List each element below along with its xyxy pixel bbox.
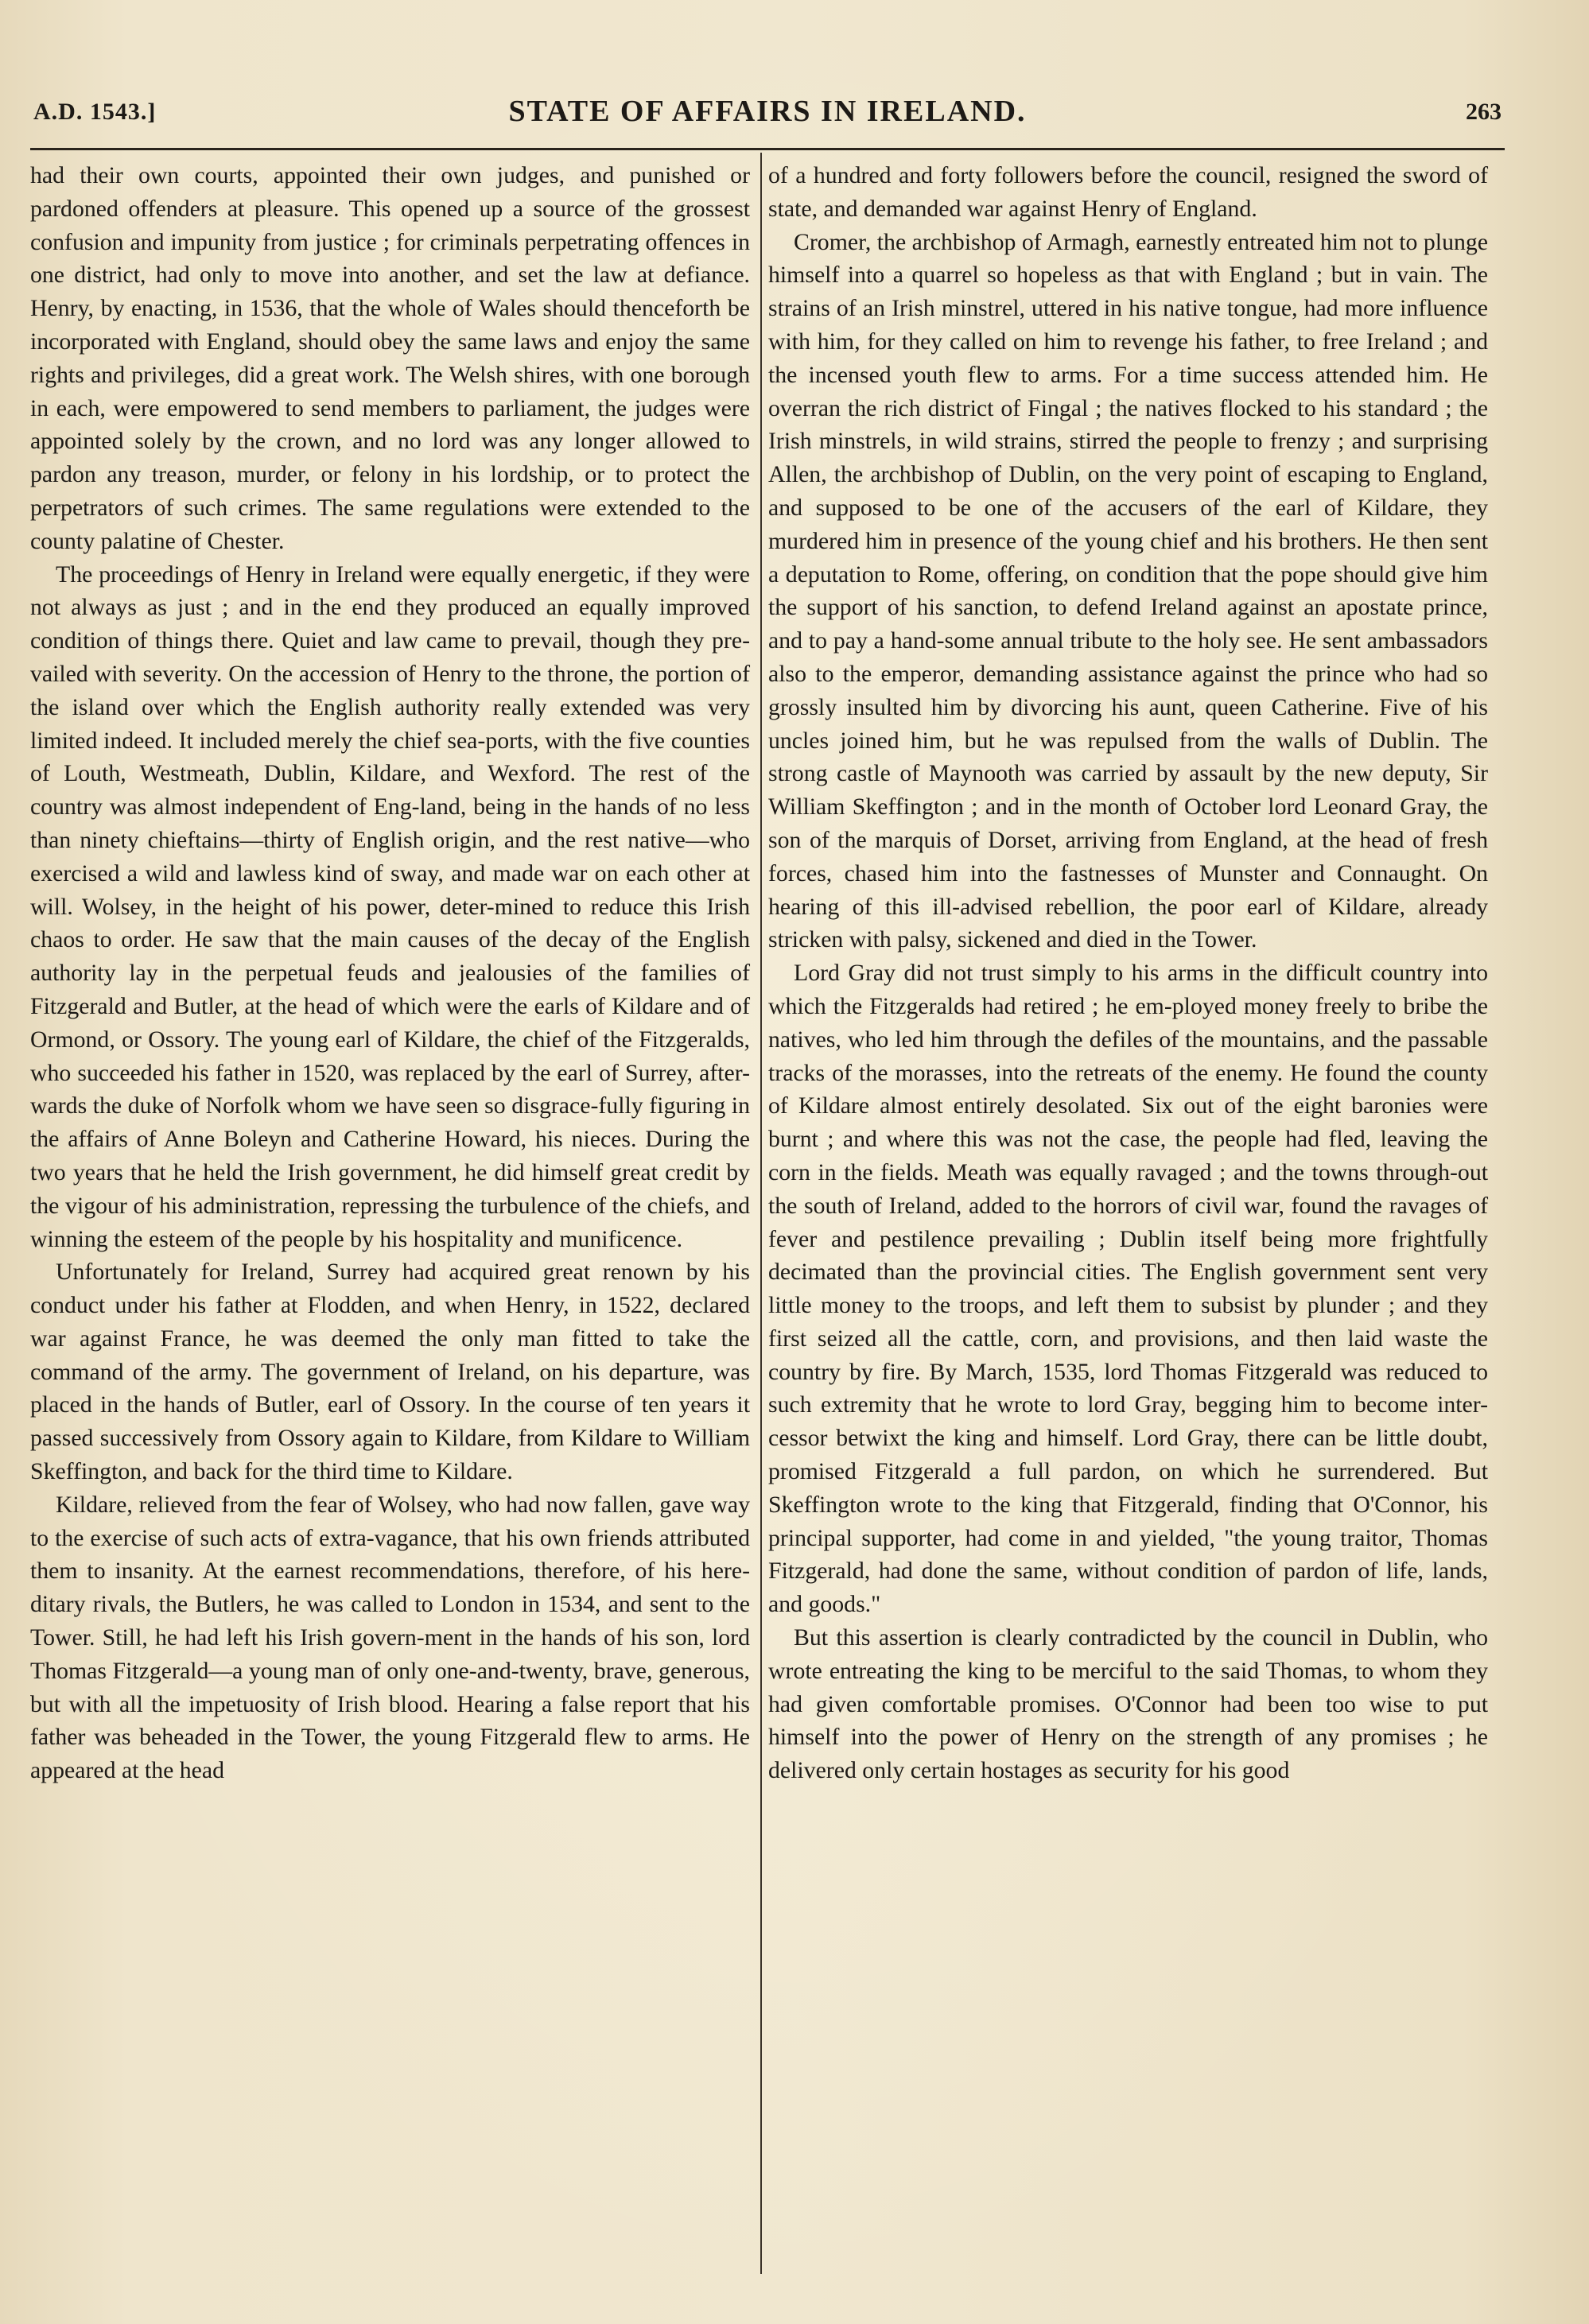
left-column — [30, 159, 750, 1787]
running-header — [33, 94, 1502, 132]
right-column — [768, 159, 1488, 1787]
paragraph: The proceedings of Henry in Ireland were equally energetic, if they were not always as just ; and in the end they produced an equally improved condition of things there. Quiet and law came to prevail, though they pre-vailed with severity. On the accession of Henry to the throne, the portion of the island over which the English authority really extended was very limited indeed. It included merely the chief sea-ports, with the five counties of Louth, Westmeath, Dublin, Kildare, and Wexford. The rest of the country was almost independent of Eng-land, being in the hands of no less than ninety chieftains—thirty of English origin, and the rest native—who exercised a wild and lawless kind of sway, and made war on each other at will. Wolsey, in the height of his power, deter-mined to reduce this Irish chaos to order. He saw that the main causes of the decay of the English authority lay in the perpetual feuds and jealousies of the families of Fitzgerald and Butler, at the head of which were the earls of Kildare and of Ormond, or Ossory. The young earl of Kildare, the chief of the Fitzgeralds, who succeeded his father in 1520, was replaced by the earl of Surrey, after-wards the duke of Norfolk whom we have seen so disgrace-fully figuring in the affairs of Anne Boleyn and Catherine Howard, his nieces. During the two years that he held the Irish government, he did himself great credit by the vigour of his administration, repressing the turbulence of the chiefs, and winning the esteem of the people by his hospitality and munificence. — [30, 561, 750, 1252]
paragraph: had their own courts, appointed their own judges, and punished or pardoned offenders at pleasure. This opened up a source of the grossest confusion and impunity from justice ; for criminals perpetrating offences in one district, had only to move into another, and set the law at defiance. Henry, by enacting, in 1536, that the whole of Wales should thenceforth be incorporated with England, should obey the same laws and enjoy the same rights and privileges, did a great work. The Welsh shires, with one borough in each, were empowered to send members to parliament, the judges were appointed solely by the crown, and no lord was any longer allowed to pardon any treason, murder, or felony in his lordship, or to protect the perpetrators of such crimes. The same regulations were extended to the county palatine of Chester. — [30, 162, 750, 554]
paragraph: Cromer, the archbishop of Armagh, earnestly entreated him not to plunge himself into a quarrel so hopeless as that with England ; but in vain. The strains of an Irish minstrel, uttered in his native tongue, had more influence with him, for they called on him to revenge his father, to free Ireland ; and the incensed youth flew to arms. For a time success attended him. He overran the rich district of Fingal ; the natives flocked to his standard ; the Irish minstrels, in wild strains, stirred the people to frenzy ; and surprising Allen, the archbishop of Dublin, on the very point of escaping to England, and supposed to be one of the accusers of the earl of Kildare, they murdered him in presence of the young chief and his brothers. He then sent a deputation to Rome, offering, on condition that the pope should give him the support of his sanction, to defend Ireland against an apostate prince, and to pay a hand-some annual tribute to the holy see. He sent ambassadors also to the emperor, demanding assistance against the prince who had so grossly insulted him by divorcing his aunt, queen Catherine. Five of his uncles joined him, but he was repulsed from the walls of Dublin. The strong castle of Maynooth was carried by assault by the new deputy, Sir William Skeffington ; and in the month of October lord Leonard Gray, the son of the marquis of Dorset, arriving from England, at the head of fresh forces, chased him into the fastnesses of Munster and Connaught. On hearing of this ill-advised rebellion, the poor earl of Kildare, already stricken with palsy, sickened and died in the Tower. — [768, 228, 1488, 953]
paragraph: Kildare, relieved from the fear of Wolsey, who had now fallen, gave way to the exercise of such acts of extra-vagance, that his own friends attributed them to insanity. At the earnest recommendations, therefore, of his here-ditary rivals, the Butlers, he was called to London in 1534, and sent to the Tower. Still, he had left his Irish govern-ment in the hands of his son, lord Thomas Fitzgerald—a young man of only one-and-twenty, brave, generous, but with all the impetuosity of Irish blood. Hearing a false report that his father was beheaded in the Tower, the young Fitzgerald flew to arms. He appeared at the head — [30, 1491, 750, 1784]
paragraph: Unfortunately for Ireland, Surrey had acquired great renown by his conduct under his father at Flodden, and when Henry, in 1522, declared war against France, he was deemed the only man fitted to take the command of the army. The government of Ireland, on his departure, was placed in the hands of Butler, earl of Ossory. In the course of ten years it passed successively from Ossory again to Kildare, from Kildare to William Skeffington, and back for the third time to Kildare. — [30, 1259, 750, 1485]
paragraph: But this assertion is clearly contradicted by the council in Dublin, who wrote entreating the king to be merciful to the said Thomas, to whom they had given comfortable promises. O'Connor had been too wise to put himself into the power of Henry on the strength of any promises ; he delivered only certain hostages as security for his good — [768, 1624, 1488, 1784]
page-number: 263 — [1466, 99, 1502, 125]
header-date: A.D. 1543.] — [33, 99, 157, 125]
page-title: STATE OF AFFAIRS IN IRELAND. — [508, 95, 1027, 128]
paragraph: Lord Gray did not trust simply to his arms in the difficult country into which the Fitzgeralds had retired ; he em-ployed money freely to bribe the natives, who led him through the defiles of the mountains, and the passable tracks of the morasses, into the retreats of the enemy. He found the county of Kildare almost entirely desolated. Six out of the eight baronies were burnt ; and where this was not the case, the people had fled, leaving the corn in the fields. Meath was equally ravaged ; and the towns through-out the south of Ireland, added to the horrors of civil war, found the ravages of fever and pestilence prevailing ; Dublin itself being more frightfully decimated than the provincial cities. The English government sent very little money to the troops, and left them to subsist by plunder ; and they first seized all the cattle, corn, and provisions, and then laid waste the country by fire. By March, 1535, lord Thomas Fitzgerald was reduced to such extremity that he wrote to lord Gray, begging him to become inter-cessor betwixt the king and himself. Lord Gray, there can be little doubt, promised Fitzgerald a full pardon, on which he surrendered. But Skeffington wrote to the king that Fitzgerald, finding that O'Connor, his principal supporter, had come in and yielded, "the young traitor, Thomas Fitzgerald, had done the same, without condition of pardon of life, lands, and goods." — [768, 960, 1488, 1618]
header-rule — [30, 148, 1505, 150]
paragraph: of a hundred and forty followers before the council, resigned the sword of state, and demanded war against Henry of England. — [768, 162, 1488, 222]
column-divider — [760, 153, 762, 2274]
